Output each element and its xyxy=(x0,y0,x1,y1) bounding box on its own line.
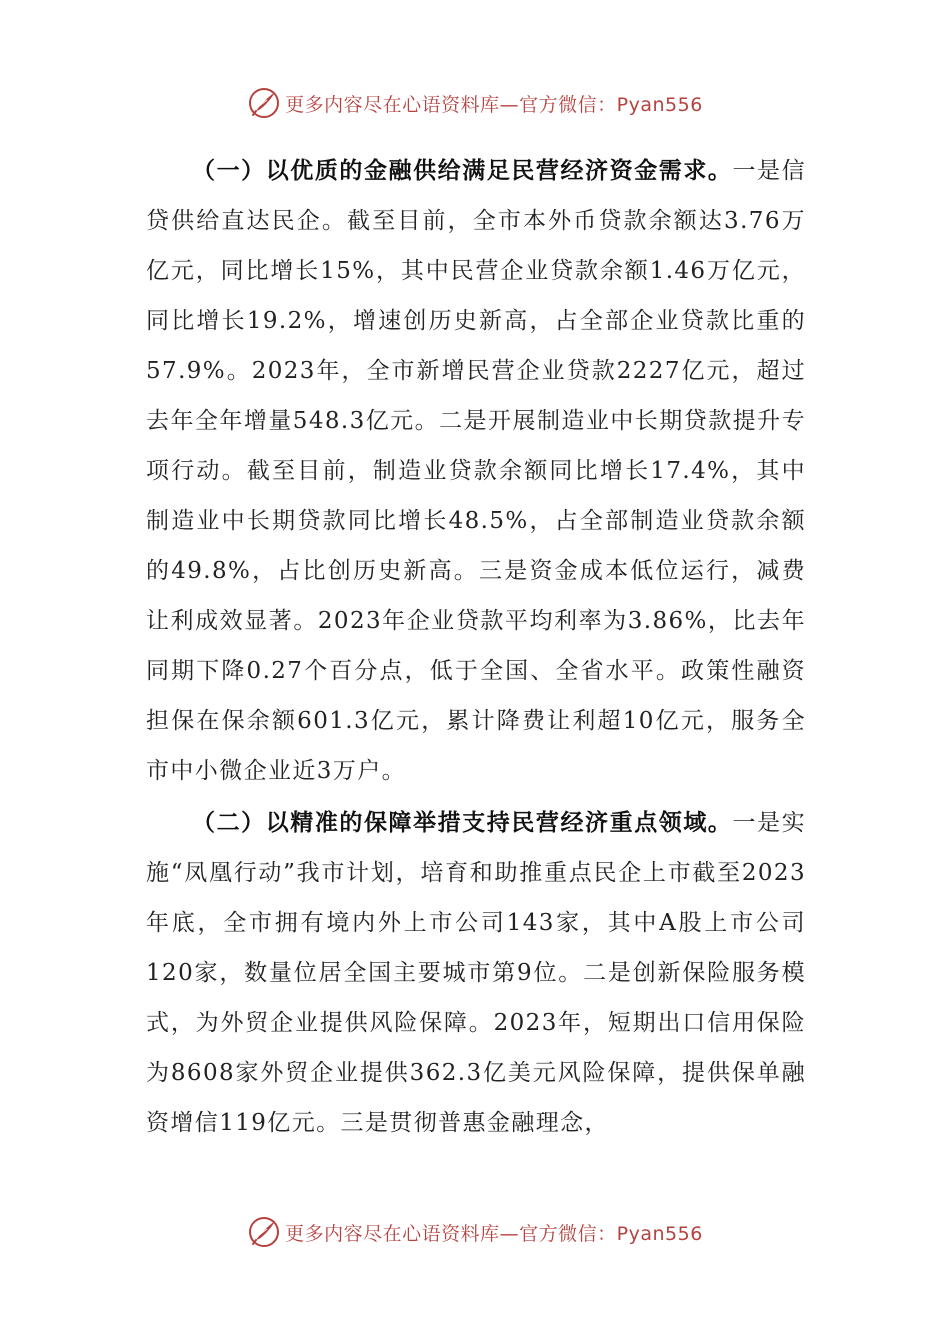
paragraph-2 xyxy=(146,798,806,1148)
header-watermark-banner xyxy=(0,83,950,123)
watermark-text: 更多内容尽在心语资料库—官方微信：Pyan556 xyxy=(285,93,703,116)
paragraph-1-heading: （一）以优质的金融供给满足民营经济资金需求。 xyxy=(192,158,733,184)
document-body xyxy=(146,146,806,1148)
paragraph-2-heading: （二）以精准的保障举措支持民营经济重点领域。 xyxy=(192,810,733,836)
paragraph-1 xyxy=(146,146,806,796)
watermark-text: 更多内容尽在心语资料库—官方微信：Pyan556 xyxy=(285,1222,703,1245)
paragraph-2-body: 一是实施“凤凰行动”我市计划，培育和助推重点民企上市截至2023年底，全市拥有境内外上市公司143家，其中A股上市公司120家，数量位居全国主要城市第9位。二是创新保险服务模式，为外贸企业提供风险保障。2023年，短期出口信用保险为8608家外贸企业提供362.3亿美元风险保障，提供保单融资增信119亿元。三是贯彻普惠金融理念， xyxy=(146,810,806,1136)
footer-watermark-banner xyxy=(0,1212,950,1252)
paragraph-1-body: 一是信贷供给直达民企。截至目前，全市本外币贷款余额达3.76万亿元，同比增长15%，其中民营企业贷款余额1.46万亿元，同比增长19.2%，增速创历史新高，占全部企业贷款比重的57.9%。2023年，全市新增民营企业贷款2227亿元，超过去年全年增量548.3亿元。二是开展制造业中长期贷款提升专项行动。截至目前，制造业贷款余额同比增长17.4%，其中制造业中长期贷款同比增长48.5%，占全部制造业贷款余额的49.8%，占比创历史新高。三是资金成本低位运行，减费让利成效显著。2023年企业贷款平均利率为3.86%，比去年同期下降0.27个百分点，低于全国、全省水平。政策性融资担保在保余额601.3亿元，累计降费让利超10亿元，服务全市中小微企业近3万户。 xyxy=(146,158,806,784)
feather-pen-logo-icon xyxy=(247,86,281,120)
feather-pen-logo-icon xyxy=(247,1215,281,1249)
